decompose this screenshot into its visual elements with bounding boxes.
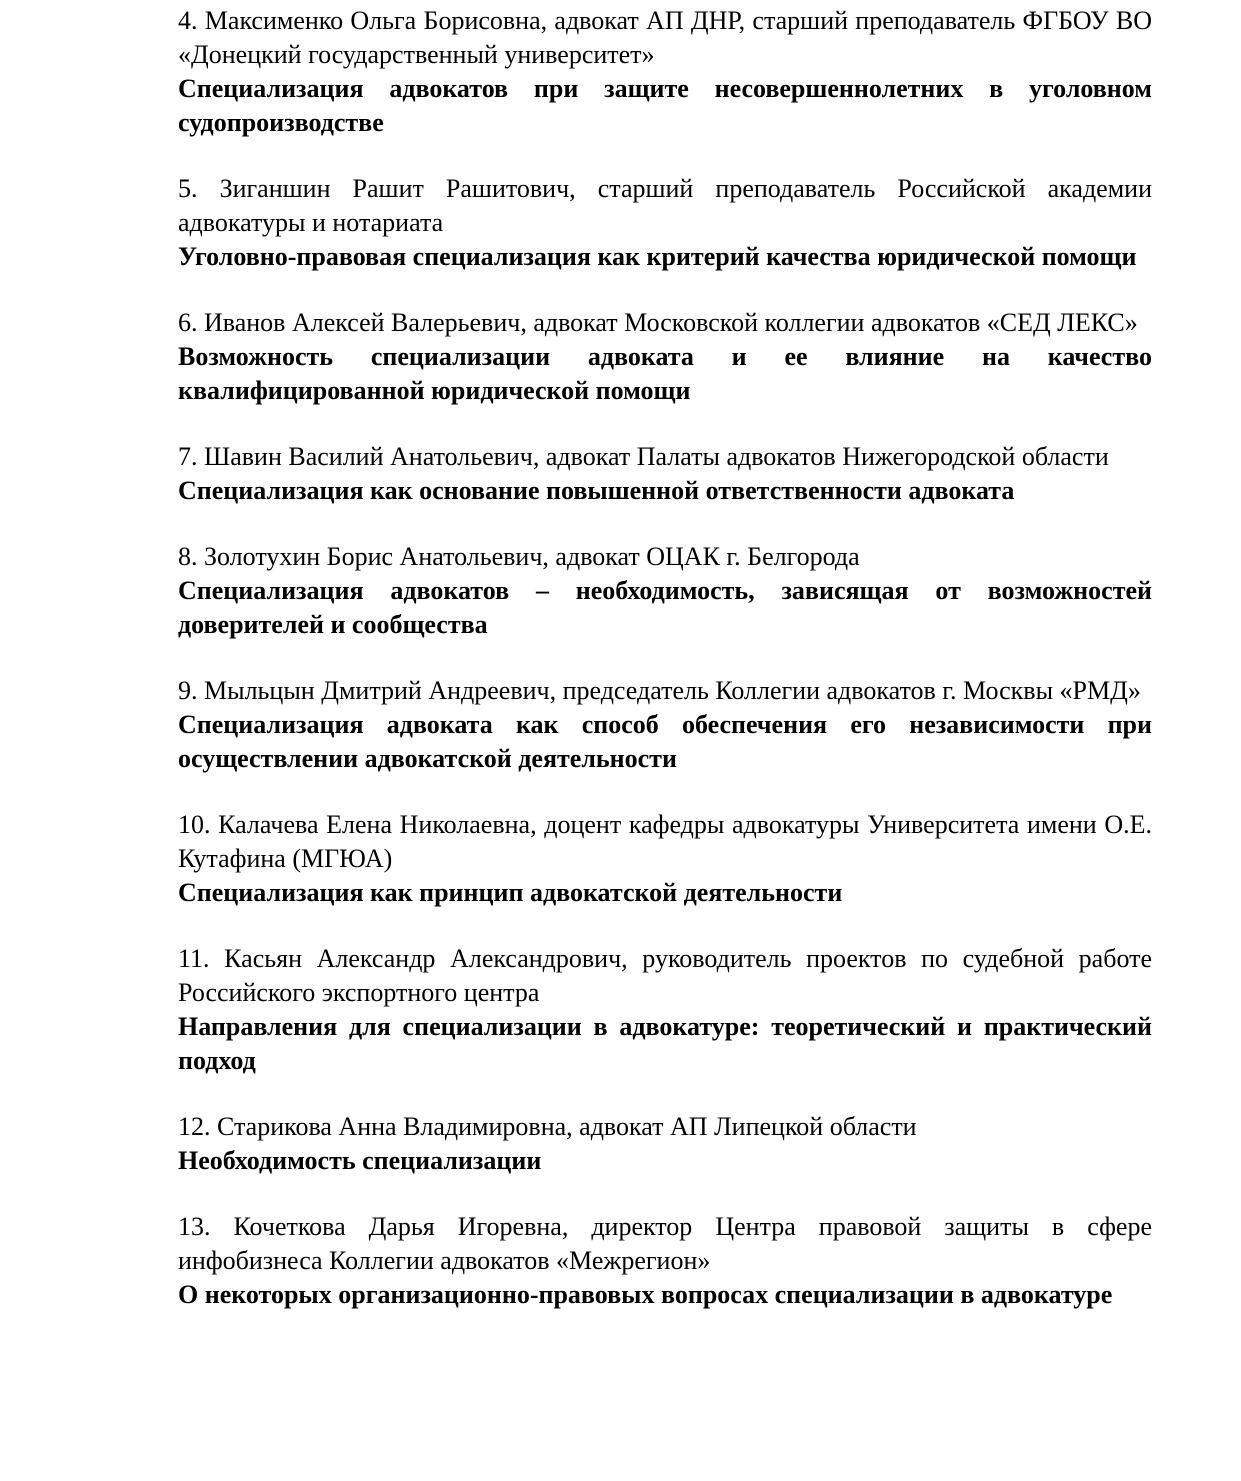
talk-topic: Возможность специализации адвоката и ее влияние на качество квалифицированной юридической помощи (178, 342, 1152, 405)
speaker-entry-8 (178, 540, 1152, 642)
speaker-entry-4 (178, 4, 1152, 140)
speaker-info: 8. Золотухин Борис Анатольевич, адвокат ОЦАК г. Белгорода (178, 542, 860, 571)
speaker-info: 6. Иванов Алексей Валерьевич, адвокат Московской коллегии адвокатов «СЕД ЛЕКС» (178, 308, 1138, 337)
speaker-info: 12. Старикова Анна Владимировна, адвокат АП Липецкой области (178, 1112, 917, 1141)
talk-topic: Специализация как основание повышенной ответственности адвоката (178, 476, 1015, 505)
speaker-entry-9 (178, 674, 1152, 776)
talk-topic: О некоторых организационно-правовых вопросах специализации в адвокатуре (178, 1280, 1113, 1309)
talk-topic: Уголовно-правовая специализация как критерий качества юридической помощи (178, 242, 1137, 271)
speaker-info: 11. Касьян Александр Александрович, руководитель проектов по судебной работе Российского экспортного центра (178, 944, 1152, 1007)
talk-topic: Специализация адвокатов при защите несовершеннолетних в уголовном судопроизводстве (178, 74, 1152, 137)
speaker-entry-5 (178, 172, 1152, 274)
speaker-info: 13. Кочеткова Дарья Игоревна, директор Центра правовой защиты в сфере инфобизнеса Коллегии адвокатов «Межрегион» (178, 1212, 1152, 1275)
speaker-info: 5. Зиганшин Рашит Рашитович, старший преподаватель Российской академии адвокатуры и нотариата (178, 174, 1152, 237)
talk-topic: Специализация адвокатов – необходимость, зависящая от возможностей доверителей и сообщества (178, 576, 1152, 639)
speaker-entry-11 (178, 942, 1152, 1078)
talk-topic: Направления для специализации в адвокатуре: теоретический и практический подход (178, 1012, 1152, 1075)
speaker-info: 9. Мыльцын Дмитрий Андреевич, председатель Коллегии адвокатов г. Москвы «РМД» (178, 676, 1141, 705)
speaker-entry-7 (178, 440, 1152, 508)
speaker-entry-10 (178, 808, 1152, 910)
speaker-entry-12 (178, 1110, 1152, 1178)
speaker-info: 10. Калачева Елена Николаевна, доцент кафедры адвокатуры Университета имени О.Е. Кутафина (МГЮА) (178, 810, 1152, 873)
speaker-info: 4. Максименко Ольга Борисовна, адвокат АП ДНР, старший преподаватель ФГБОУ ВО «Донецкий государственный университет» (178, 6, 1152, 69)
talk-topic: Специализация адвоката как способ обеспечения его независимости при осуществлении адвокатской деятельности (178, 710, 1152, 773)
talk-topic: Специализация как принцип адвокатской деятельности (178, 878, 843, 907)
speaker-entry-13 (178, 1210, 1152, 1312)
document-page (178, 4, 1152, 1344)
speaker-info: 7. Шавин Василий Анатольевич, адвокат Палаты адвокатов Нижегородской области (178, 442, 1109, 471)
speaker-entry-6 (178, 306, 1152, 408)
talk-topic: Необходимость специализации (178, 1146, 542, 1175)
